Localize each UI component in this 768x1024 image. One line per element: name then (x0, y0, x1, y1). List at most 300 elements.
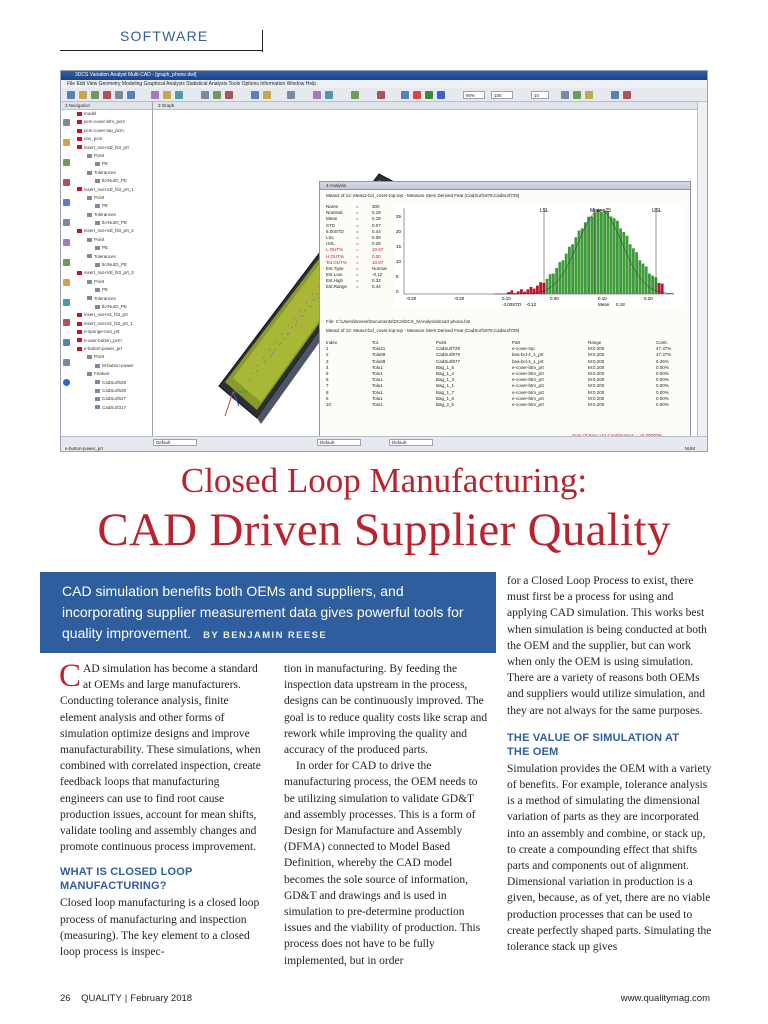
histogram-bar (597, 210, 600, 295)
x-tick: 0.10 (598, 296, 607, 301)
table-cell: 9 (326, 395, 329, 401)
tool-icon (611, 91, 619, 99)
stat-key: 6.00STD (326, 228, 344, 234)
histogram-bar (530, 287, 533, 294)
zoom-field: 90% (463, 91, 485, 99)
histogram-bar (613, 218, 616, 294)
nav-tree-item[interactable] (73, 169, 152, 177)
tool-icon (413, 91, 421, 99)
software-screenshot (60, 70, 708, 452)
nav-tree-item[interactable] (73, 160, 152, 168)
stat-equals: = (356, 216, 359, 222)
tool-icon (425, 91, 433, 99)
nav-tree-item[interactable] (73, 253, 152, 261)
stat-key: Mean (326, 216, 338, 222)
tool-icon (251, 91, 259, 99)
nav-tree-label: Point (94, 194, 105, 200)
table-cell: Bag_1_5 (436, 364, 455, 370)
part-icon (77, 187, 82, 191)
table-cell: e-cover-btm_prt (512, 389, 544, 395)
part-icon (87, 372, 92, 376)
table-cell: M:0.200 (588, 370, 605, 376)
nav-tree-item[interactable] (73, 320, 152, 328)
histogram-bar (619, 228, 622, 294)
part-icon (77, 338, 82, 342)
nav-tree-item[interactable] (73, 127, 152, 135)
histogram-bar (648, 274, 651, 294)
table-cell: 5.26% (656, 358, 669, 364)
histogram-bar (587, 217, 590, 294)
file-path: File: C:\Users\breese\Documents\DCS\DCS_5\Analysis\smart phone.hst (326, 319, 471, 324)
nav-tree-label: CadSurf317 (102, 404, 127, 410)
table-cell: Tolu1 (372, 389, 383, 395)
nav-tree-label: Tolerances (94, 169, 116, 175)
column-3 (507, 573, 714, 955)
table-cell: Tolu69 (372, 358, 386, 364)
nav-tree-item[interactable] (73, 295, 152, 303)
section-tag: SOFTWARE (120, 28, 209, 44)
left-icon-strip (61, 111, 73, 411)
histogram-bar (622, 232, 625, 294)
navigation-panel (61, 102, 153, 438)
tool-icon (225, 91, 233, 99)
stat-value: 0.32 (372, 278, 381, 284)
stat-value: 0.44 (372, 284, 381, 290)
table-cell: 10 (326, 401, 332, 407)
table-cell: e-cover-btm_prt (512, 377, 544, 383)
tool-icon (437, 91, 445, 99)
article-deck (40, 572, 496, 653)
nav-tree-label: e-button-power_prt (84, 345, 123, 351)
tool-icon (623, 91, 631, 99)
tool-icon (115, 91, 123, 99)
histogram-bar (562, 260, 565, 294)
tool-icon (401, 91, 409, 99)
stat-value: 0.18 (372, 216, 381, 222)
nav-tree-item[interactable] (73, 311, 152, 319)
part-icon (95, 221, 100, 225)
stat-value: -0.12 (372, 272, 383, 278)
table-cell: bea-bcl-4_1_prt (512, 358, 544, 364)
tool-icon (287, 91, 295, 99)
nav-tree-label: Point (94, 278, 105, 284)
nav-tree-label: PE (102, 203, 109, 209)
stats-list (326, 204, 387, 291)
tool-icon (201, 91, 209, 99)
tool-icon (63, 339, 70, 346)
part-icon (95, 405, 100, 409)
histogram-bar (568, 247, 571, 294)
hist-sub: -3.00STD (502, 302, 522, 307)
measure-header: Meas2 of 12: Meas2-bcl_cover-top-top - Measure Stem Derived Feat (CadSurf1879,CadSurf729) (326, 193, 520, 198)
stat-value: 0.18 (372, 210, 381, 216)
part-icon (87, 213, 92, 217)
nav-tree-item[interactable] (73, 404, 152, 412)
menu-bar: File Edit View Geometry Modeling Graphical Analysis Statistical Analysis Tools Options Information Window Help (61, 80, 707, 88)
stat-value: 300 (372, 204, 380, 209)
x-tick: 0.00 (550, 296, 559, 301)
part-icon (95, 288, 100, 292)
status-dropdown: Default (317, 439, 361, 446)
nav-tree-item[interactable] (73, 236, 152, 244)
analysis-window (319, 181, 691, 452)
byline (195, 630, 327, 641)
stat-value: Normal (372, 265, 387, 271)
nav-tree-label: PE (102, 287, 109, 293)
tool-icon (63, 199, 70, 206)
nav-tree-label: insert_nut-m3l_hl3_prt_1 (84, 186, 134, 192)
tool-icon (325, 91, 333, 99)
nav-tree-label: pcm-cover-top_pcm (84, 127, 124, 133)
analysis-title: 3 Analysis (320, 182, 690, 190)
x-tick: 0.10 (502, 296, 511, 301)
y-tick: 10 (396, 259, 402, 264)
nav-tree-label: insert_nut-m3l_hl3_prt (84, 144, 129, 150)
table-cell: Point (436, 340, 447, 345)
column-2 (284, 661, 489, 969)
hist-sub: -0.12 (526, 302, 537, 307)
tool-icon (163, 91, 171, 99)
stat-key: Est.High (326, 278, 344, 284)
table-cell: Tolu1 (372, 383, 383, 389)
histogram-bar (510, 290, 513, 294)
nav-tree-item[interactable] (73, 328, 152, 336)
nav-tree-item[interactable] (73, 286, 152, 294)
table-cell: Tolu1 (372, 370, 383, 376)
part-icon (95, 397, 100, 401)
nav-tree-label: insert_nut-m3_hl3_prt_1 (84, 320, 133, 326)
histogram-bar (549, 274, 552, 294)
tool-icon (79, 91, 87, 99)
table-cell: Bag_1_1 (436, 383, 455, 389)
stat-key: Tot OUT% (326, 259, 347, 265)
tool-icon (63, 239, 70, 246)
histogram-bar (606, 211, 609, 294)
table-cell: M:0.200 (588, 358, 605, 364)
histogram-bar (581, 228, 584, 294)
stat-key: LSL (326, 234, 335, 240)
nav-tree-item[interactable] (73, 110, 152, 118)
tool-icon (63, 279, 70, 286)
subhead: THE VALUE OF SIMULATION AT THE OEM (507, 731, 680, 758)
nav-tree-label: CadSurf626 (102, 387, 127, 393)
table-cell: Tolu1 (372, 401, 383, 407)
nav-tree-label: CadSurf625 (102, 379, 127, 385)
table-cell: 0.00% (656, 370, 669, 376)
tool-icon (263, 91, 271, 99)
table-cell: Tolu21 (372, 346, 386, 352)
table-cell: Contr. (656, 340, 669, 345)
histogram-bar (651, 276, 654, 294)
table-cell: 0.00% (656, 389, 669, 395)
histogram-bar (571, 244, 574, 294)
table-cell: 6 (326, 377, 329, 383)
histogram-bar (590, 216, 593, 294)
part-icon (77, 145, 82, 149)
paragraph: Simulation provides the OEM with a variety of benefits. For example, tolerance analysis is a method of simulating the dimensional variation of parts as they are incorporated into an assembly and combine, or stack up, to create a compounding effect that shifts parts and components out of alignment. Dimensional variation in production is a given, because, as of yet, there are no viable production processes that can be used to create perfectly shaped parts. Simulating the tolerance stack up gives (507, 762, 712, 954)
page-number: 26 (60, 993, 71, 1004)
nav-tree-label: insert_nut-m3_hl3_prt (84, 312, 128, 318)
y-tick: 5 (396, 274, 399, 279)
nav-tree-item[interactable] (73, 269, 152, 277)
stat-equals: = (356, 222, 359, 228)
histogram-bar (616, 221, 619, 294)
tool-icon (63, 179, 70, 186)
nav-tree-item[interactable] (73, 202, 152, 210)
part-icon (87, 154, 92, 158)
stat-equals: = (356, 241, 359, 247)
part-icon (87, 254, 92, 258)
nav-tree-label: PE (102, 161, 109, 167)
table-cell: CadSurf879 (436, 352, 461, 358)
part-icon (87, 196, 92, 200)
nav-tree-item[interactable] (73, 337, 152, 345)
table-cell: 0.00% (656, 364, 669, 370)
section-rule-horizontal (60, 50, 263, 51)
table-cell: Bag_1_4 (436, 370, 455, 376)
part-icon (95, 364, 100, 368)
nav-tree-item[interactable] (73, 186, 152, 194)
contribution-table (326, 340, 684, 408)
table-cell: 0.00% (656, 383, 669, 389)
table-cell: Bag_1_3 (436, 377, 455, 383)
tool-icon (377, 91, 385, 99)
nav-tree-item[interactable] (73, 395, 152, 403)
nav-tree (61, 110, 152, 412)
histogram-bar (552, 274, 555, 294)
part-icon (77, 120, 82, 124)
table-cell: Tolu1 (372, 364, 383, 370)
y-tick: 0 (396, 289, 399, 294)
histogram-bar (578, 230, 581, 294)
table-cell: e-cover-btm_prt (512, 401, 544, 407)
stat-value: 0.00 (372, 253, 381, 259)
nav-tree-item[interactable] (73, 211, 152, 219)
stat-key: Name (326, 204, 339, 209)
histogram-bar (517, 291, 520, 294)
part-icon (95, 204, 100, 208)
histogram-bar (546, 279, 549, 294)
part-icon (95, 380, 100, 384)
dropcap: C (59, 658, 82, 694)
histogram-bar (645, 267, 648, 294)
stat-key: Est.Type (326, 265, 344, 271)
histogram-bar (520, 289, 523, 294)
nav-tree-item[interactable] (73, 177, 152, 185)
part-icon (87, 355, 92, 359)
table-cell: 4 (326, 364, 329, 370)
step-field: 10 (531, 91, 549, 99)
tool-icon (213, 91, 221, 99)
stat-equals: = (356, 210, 359, 216)
status-right-text: NUM (684, 446, 695, 451)
tool-icon (561, 91, 569, 99)
part-icon (87, 238, 92, 242)
table-cell: 0.00% (656, 395, 669, 401)
tool-icon (585, 91, 593, 99)
histogram-bar (642, 264, 645, 294)
table-cell: bea-bcl-4_1_prt (512, 352, 544, 358)
table-cell: e-cover-btm_prt (512, 364, 544, 370)
nav-tree-item[interactable] (73, 261, 152, 269)
stat-value: 0.44 (372, 228, 381, 234)
nav-title: 3 Navigation (61, 102, 152, 110)
toolbar (61, 88, 707, 102)
table-cell: Part (512, 340, 521, 345)
nav-tree-item[interactable] (73, 118, 152, 126)
hist-sub: Mean (598, 302, 610, 307)
histogram-bar (603, 211, 606, 294)
stat-value: 10.67 (372, 259, 384, 265)
nav-tree-label: unv_pcm (84, 136, 103, 142)
stat-value: 10.67 (372, 247, 384, 253)
nav-tree-label: tlcrNutO_PE (102, 262, 128, 268)
part-icon (87, 280, 92, 284)
table-cell: Range (588, 340, 602, 345)
tool-icon (63, 379, 70, 386)
table-cell: Tolu1 (372, 377, 383, 383)
histogram-bar (565, 254, 568, 294)
tool-icon (63, 139, 70, 146)
footer-url: www.qualitymag.com (620, 993, 710, 1004)
tool-icon (63, 159, 70, 166)
nav-tree-item[interactable] (73, 370, 152, 378)
tool-icon (63, 359, 70, 366)
status-left-text: e-button-power_prt (65, 446, 104, 451)
histogram-bar (507, 292, 510, 294)
stat-equals: = (356, 278, 359, 284)
tool-icon (103, 91, 111, 99)
table-cell: 3 (326, 358, 329, 364)
histogram-bar (526, 289, 529, 294)
y-tick: 15 (396, 244, 402, 249)
contrib-header: Meas2 of 12: Meas2-bcl_cover-top-top - Measure Stem Derived Feat (CadSurf1879,CadSurf729) (326, 328, 520, 333)
nav-tree-item[interactable] (73, 362, 152, 370)
nav-tree-label: e-sponge-mut_prt (84, 329, 120, 335)
part-icon (77, 137, 82, 141)
table-cell: Bag_2_5 (436, 401, 455, 407)
table-cell: M:0.200 (588, 352, 605, 358)
stat-equals: = (356, 253, 359, 259)
part-icon (77, 112, 82, 116)
table-cell: M:0.200 (588, 346, 605, 352)
table-cell: Tolu1 (372, 395, 383, 401)
nav-tree-item[interactable] (73, 379, 152, 387)
section-rule-vertical (262, 30, 263, 52)
stat-equals: = (356, 272, 359, 278)
status-dropdown: Default (153, 439, 197, 446)
hist-sub: 0.18 (616, 302, 625, 307)
nav-tree-label: pcm-cover-btm_pcm (84, 119, 126, 125)
nav-tree-item[interactable] (73, 219, 152, 227)
part-icon (77, 330, 82, 334)
stat-equals: = (356, 247, 359, 253)
table-cell: M:0.200 (588, 395, 605, 401)
tool-icon (63, 119, 70, 126)
part-icon (77, 271, 82, 275)
tool-icon (63, 299, 70, 306)
part-icon (95, 162, 100, 166)
subhead: WHAT IS CLOSED LOOP MANUFACTURING? (60, 866, 193, 893)
stat-key: Est.Range (326, 284, 348, 290)
table-cell: CadSurf729 (436, 346, 461, 352)
stat-key: Nominal (326, 210, 343, 216)
tool-icon (63, 259, 70, 266)
part-icon (77, 313, 82, 317)
nav-tree-item[interactable] (73, 244, 152, 252)
table-cell: 8 (326, 389, 329, 395)
window-title: 3DCS Variation Analyst Multi-CAD - [graph_phone.dwl] (61, 71, 707, 80)
stat-equals: = (356, 228, 359, 234)
nav-tree-item[interactable] (73, 135, 152, 143)
deck-text: CAD simulation benefits both OEMs and suppliers, and incorporating supplier measurement data gives powerful tools for quality improvement. (62, 583, 464, 641)
tool-icon (63, 319, 70, 326)
graph-title: 3 Graph (153, 102, 701, 110)
stat-key: USL (326, 241, 335, 247)
part-icon (95, 305, 100, 309)
histogram-bar (629, 244, 632, 294)
nav-tree-item[interactable] (73, 144, 152, 152)
table-cell: Bag_1_6 (436, 395, 455, 401)
histogram-bar (600, 212, 603, 294)
table-cell: e-cover-btm_prt (512, 395, 544, 401)
nav-tree-label: tlcrNutO_PE (102, 303, 128, 309)
table-cell: 47.37% (656, 346, 672, 352)
tool-icon (313, 91, 321, 99)
nav-tree-label: Point (94, 236, 105, 242)
value-field: 100 (491, 91, 513, 99)
byline-text: BY BENJAMIN REESE (203, 630, 328, 641)
table-cell: M:0.200 (588, 377, 605, 383)
nav-tree-label: tlcrNutO_PE (102, 178, 128, 184)
part-icon (87, 171, 92, 175)
nav-tree-label: insert_nut-m3l_hl3_prt_3 (84, 270, 134, 276)
nav-tree-label: CadSurf627 (102, 396, 127, 402)
table-cell: Index (326, 340, 338, 345)
stat-equals: = (356, 204, 359, 209)
table-cell: Tolu69 (372, 352, 386, 358)
table-cell: M:0.200 (588, 383, 605, 389)
part-icon (95, 263, 100, 267)
tool-icon (67, 91, 75, 99)
part-icon (77, 347, 82, 351)
paragraph: AD simulation has become a standard at OEMs and large manufacturers. Conducting tolerance analysis, finite element analysis and other forms of simulation optimize designs and improve manufacturability. These simulations, when combined with correlated inspection, create feedback loops that manufacturing engineers can use to find root cause production issues, account for mean shifts, validate tooling and assembly changes and promote continuous process improvement. (60, 663, 261, 854)
x-tick: -0.20 (406, 296, 417, 301)
stat-value: 0.08 (372, 234, 381, 240)
histogram-bar (584, 222, 587, 294)
issue-date: February 2018 (130, 993, 193, 1004)
nav-tree-item[interactable] (73, 345, 152, 353)
status-bar (61, 436, 707, 451)
nav-tree-item[interactable] (73, 387, 152, 395)
tool-icon (63, 219, 70, 226)
nav-tree-item[interactable] (73, 278, 152, 286)
nav-tree-item[interactable] (73, 227, 152, 235)
nav-tree-label: Tolerances (94, 295, 116, 301)
nav-tree-item[interactable] (73, 152, 152, 160)
nav-tree-item[interactable] (73, 194, 152, 202)
nav-tree-item[interactable] (73, 353, 152, 361)
table-cell: Bag_1_7 (436, 389, 455, 395)
part-icon (87, 296, 92, 300)
histogram-bar (658, 283, 661, 294)
stat-key: Est.Low (326, 272, 343, 278)
x-tick: -0.20 (454, 296, 465, 301)
article-kicker: Closed Loop Manufacturing: (180, 461, 588, 500)
nav-tree-item[interactable] (73, 303, 152, 311)
y-tick: 20 (396, 229, 402, 234)
magazine-name: QUALITY (81, 993, 122, 1004)
